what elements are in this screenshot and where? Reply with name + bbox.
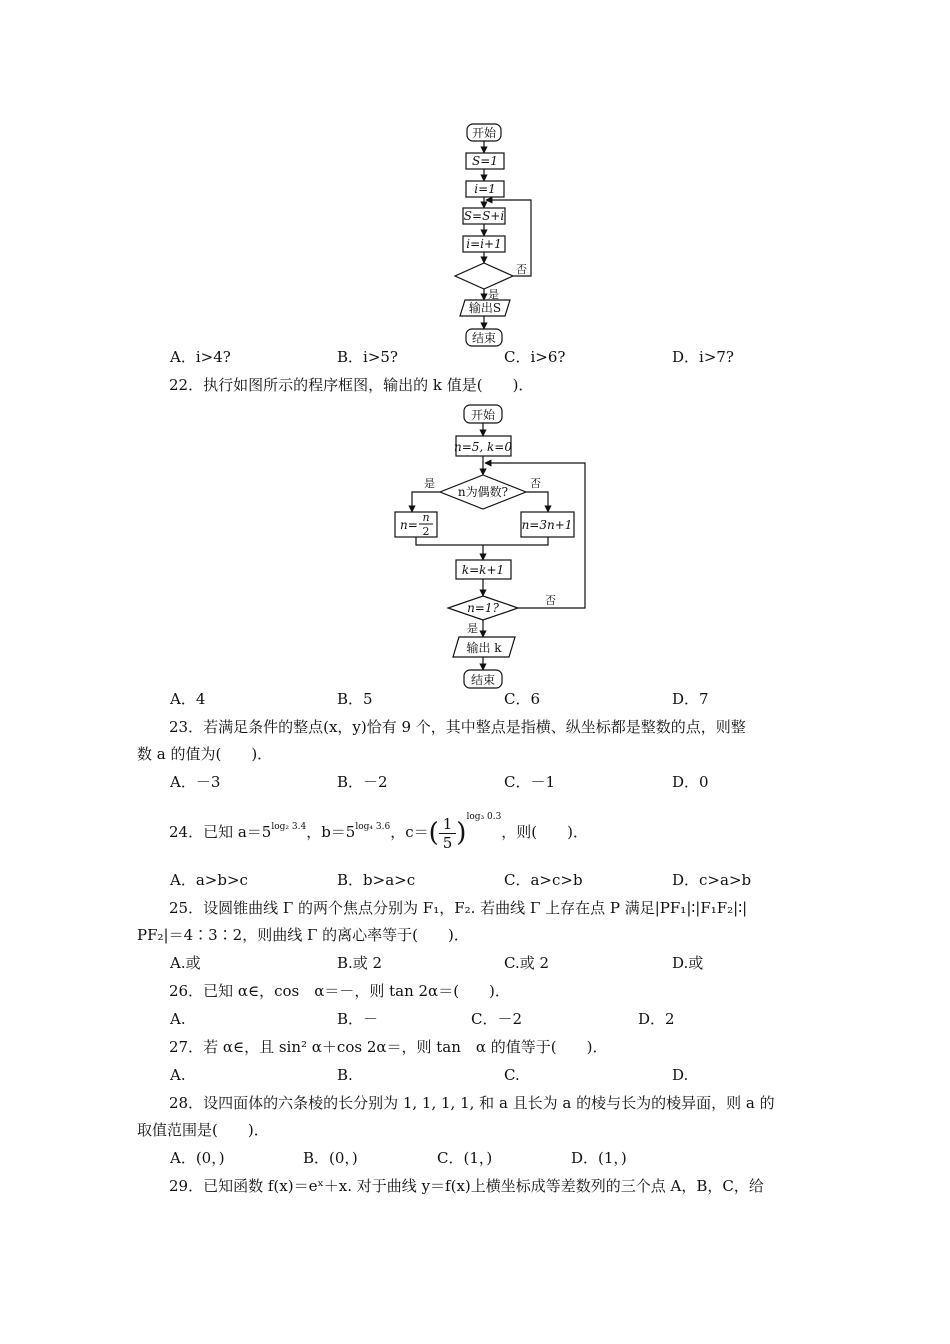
fc1-output: 输出S bbox=[468, 301, 502, 315]
fc1-no-label: 否 bbox=[516, 263, 527, 276]
q25-option-c: C.或 2 bbox=[504, 954, 550, 972]
q28-line1: 28．设四面体的六条棱的长分别为 1, 1, 1, 1, 和 a 且长为 a 的棱与长为的棱异面，则 a 的 bbox=[169, 1094, 775, 1112]
q25-option-a: A.或 bbox=[170, 954, 201, 972]
q26-text: 26．已知 α∈，cos α＝－，则 tan 2α＝( )． bbox=[169, 982, 510, 1000]
fc1-yes-label: 是 bbox=[488, 288, 499, 301]
fc2-output: 输出 k bbox=[466, 641, 502, 655]
q23-option-b: B．－2 bbox=[337, 773, 388, 791]
fc2-left-prefix: n= bbox=[400, 518, 418, 532]
q27-text: 27．若 α∈，且 sin² α＋cos 2α＝，则 tan α 的值等于( )． bbox=[169, 1038, 608, 1056]
q24-mid1: ，b＝5 bbox=[306, 823, 356, 841]
q28-line2: 取值范围是( )． bbox=[137, 1121, 269, 1139]
q25-line1: 25．设圆锥曲线 Γ 的两个焦点分别为 F₁，F₂. 若曲线 Γ 上存在点 P 满足|PF₁|∶|F₁F₂|∶| bbox=[169, 899, 748, 917]
q24-stem: 24．已知 $a=5^{log_2 3.4}$，$b=5^{log_4 3.6}$，c＝( $\frac{1}{5}$ )$^{log_3 0.3}$，则( )． bbox=[169, 812, 589, 852]
q24-exp-b: log₄ 3.6 bbox=[355, 822, 391, 832]
q27-option-c: C. bbox=[504, 1066, 520, 1084]
q24-suffix: ，则( )． bbox=[501, 823, 589, 841]
q26-option-a: A. bbox=[170, 1010, 186, 1028]
q24-exp-a: log₂ 3.4 bbox=[271, 822, 307, 832]
q21-option-c: C．i>6? bbox=[504, 348, 566, 366]
q26-option-d: D．2 bbox=[638, 1010, 675, 1028]
fc2-cond: n为偶数? bbox=[457, 485, 509, 499]
fc2-yes-label: 是 bbox=[424, 477, 435, 490]
q27-option-b: B. bbox=[337, 1066, 353, 1084]
fc2-left-num: n bbox=[422, 511, 430, 524]
fc2-k-update: k=k+1 bbox=[461, 563, 505, 577]
q22-text: 22．执行如图所示的程序框图，输出的 k 值是( )． bbox=[169, 376, 534, 394]
q22-option-a: A．4 bbox=[170, 690, 206, 708]
fc2-end: 结束 bbox=[470, 673, 496, 687]
q24-exp-c: log₃ 0.3 bbox=[466, 812, 502, 822]
q21-option-d: D．i>7? bbox=[672, 348, 734, 366]
fc2-no2-label: 否 bbox=[545, 594, 556, 607]
q24-fraction: $\frac{1}{5}$ bbox=[439, 815, 457, 852]
fc1-i-init: i=1 bbox=[474, 182, 496, 196]
fc2-left-den: 2 bbox=[422, 525, 430, 538]
q28-option-b: B．(0，) bbox=[303, 1149, 358, 1167]
q28-option-a: A．(0，) bbox=[170, 1149, 225, 1167]
q21-option-a: A．i>4? bbox=[170, 348, 231, 366]
q22-option-c: C．6 bbox=[504, 690, 541, 708]
fc2-right: n=3n+1 bbox=[521, 518, 573, 532]
fc1-i-update: i=i+1 bbox=[466, 237, 502, 251]
fc2-cond2: n=1? bbox=[467, 601, 499, 615]
fc1-end: 结束 bbox=[471, 331, 497, 345]
q24-prefix: 24．已知 a＝5 bbox=[169, 823, 272, 841]
q27-option-a: A. bbox=[170, 1066, 186, 1084]
q23-option-d: D．0 bbox=[672, 773, 709, 791]
fc2-no-label: 否 bbox=[530, 477, 541, 490]
q28-option-d: D．(1，) bbox=[571, 1149, 627, 1167]
q26-option-c: C．－2 bbox=[471, 1010, 523, 1028]
q24-mid2: ，c＝ bbox=[390, 823, 429, 841]
fc2-start: 开始 bbox=[470, 408, 496, 422]
fc1-s-update: S=S+i bbox=[463, 209, 505, 223]
fc2-init: n=5, k=0 bbox=[453, 440, 513, 454]
q21-option-b: B．i>5? bbox=[337, 348, 398, 366]
q22-option-d: D．7 bbox=[672, 690, 709, 708]
q24-option-b: B．b>a>c bbox=[337, 871, 416, 889]
q26-option-b: B．－ bbox=[337, 1010, 379, 1028]
q24-option-a: A．a>b>c bbox=[170, 871, 248, 889]
q25-line2: PF₂|＝4∶3∶2，则曲线 Γ 的离心率等于( )． bbox=[137, 926, 469, 944]
q25-option-d: D.或 bbox=[672, 954, 704, 972]
q23-line2: 数 a 的值为( )． bbox=[137, 745, 273, 763]
q23-line1: 23．若满足条件的整点(x，y)恰有 9 个，其中整点是指横、纵坐标都是整数的点，则整 bbox=[169, 718, 746, 736]
q24-option-d: D．c>a>b bbox=[672, 871, 752, 889]
q27-option-d: D. bbox=[672, 1066, 689, 1084]
q28-option-c: C．(1，) bbox=[437, 1149, 493, 1167]
q23-option-c: C．－1 bbox=[504, 773, 556, 791]
fc1-s-init: S=1 bbox=[472, 154, 498, 168]
q25-option-b: B.或 2 bbox=[337, 954, 383, 972]
q29-line1: 29．已知函数 f(x)＝eˣ＋x. 对于曲线 y＝f(x)上横坐标成等差数列的三个点 A，B，C，给 bbox=[169, 1177, 764, 1195]
fc1-start: 开始 bbox=[471, 126, 497, 140]
fc2-yes2-label: 是 bbox=[467, 622, 478, 635]
q23-option-a: A．－3 bbox=[170, 773, 221, 791]
q24-option-c: C．a>c>b bbox=[504, 871, 583, 889]
q22-option-b: B．5 bbox=[337, 690, 373, 708]
